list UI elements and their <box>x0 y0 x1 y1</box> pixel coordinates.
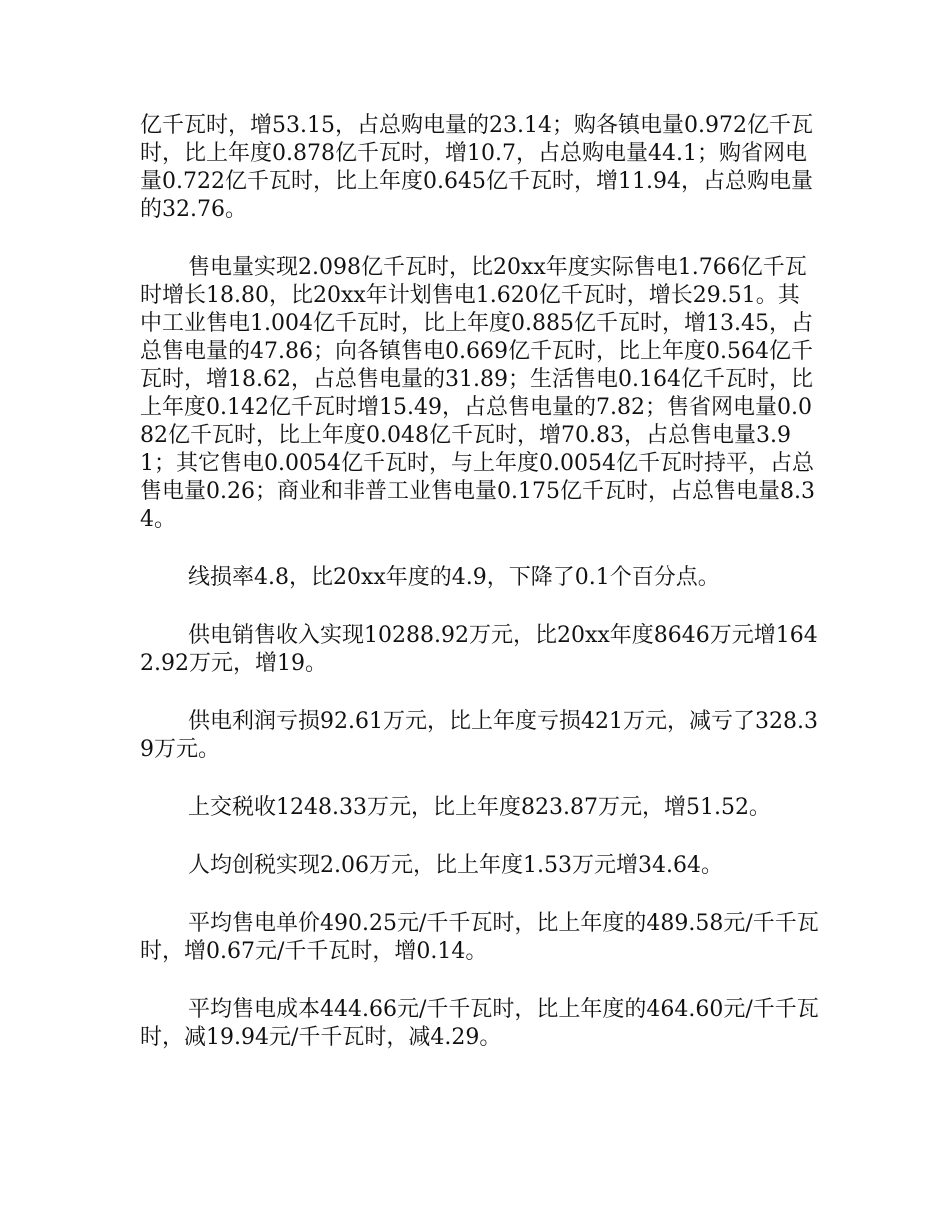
paragraph-sales-revenue: 供电销售收入实现10288.92万元，比20xx年度8646万元增1642.92万元，增19。 <box>140 623 818 676</box>
paragraph-sales-volume: 售电量实现2.098亿千瓦时，比20xx年度实际售电1.766亿千瓦时增长18.80，比20xx年计划售电1.620亿千瓦时，增长29.51。其中工业售电1.004亿千瓦时，比上年度0.885亿千瓦时，增13.45，占总售电量的47.86；向各镇售电0.669亿千瓦时，比上年度0.564亿千瓦时，增18.62，占总售电量的31.89；生活售电0.164亿千瓦时，比上年度0.142亿千瓦时增15.49，占总售电量的7.82；售省网电量0.082亿千瓦时，比上年度0.048亿千瓦时，增70.83，占总售电量3.91；其它售电0.0054亿千瓦时，与上年度0.0054亿千瓦时持平，占总售电量0.26；商业和非普工业售电量0.175亿千瓦时，占总售电量8.34。 <box>140 255 815 532</box>
paragraph-purchase-summary: 亿千瓦时，增53.15，占总购电量的23.14；购各镇电量0.972亿千瓦时，比上年度0.878亿千瓦时，增10.7，占总购电量44.1；购省网电量0.722亿千瓦时，比上年度0.645亿千瓦时，增11.94，占总购电量的32.76。 <box>140 113 813 222</box>
paragraph-line-loss: 线损率4.8，比20xx年度的4.9，下降了0.1个百分点。 <box>188 565 720 590</box>
paragraph-tax-paid: 上交税收1248.33万元，比上年度823.87万元，增51.52。 <box>188 795 771 820</box>
paragraph-profit-loss: 供电利润亏损92.61万元，比上年度亏损421万元，减亏了328.39万元。 <box>140 709 818 762</box>
paragraph-tax-per-capita: 人均创税实现2.06万元，比上年度1.53万元增34.64。 <box>188 853 723 878</box>
paragraph-avg-unit-price: 平均售电单价490.25元/千千瓦时，比上年度的489.58元/千千瓦时，增0.67元/千千瓦时，增0.14。 <box>140 911 819 964</box>
document-page <box>140 112 820 1082</box>
paragraph-avg-unit-cost: 平均售电成本444.66元/千千瓦时，比上年度的464.60元/千千瓦时，减19.94元/千千瓦时，减4.29。 <box>140 997 819 1050</box>
